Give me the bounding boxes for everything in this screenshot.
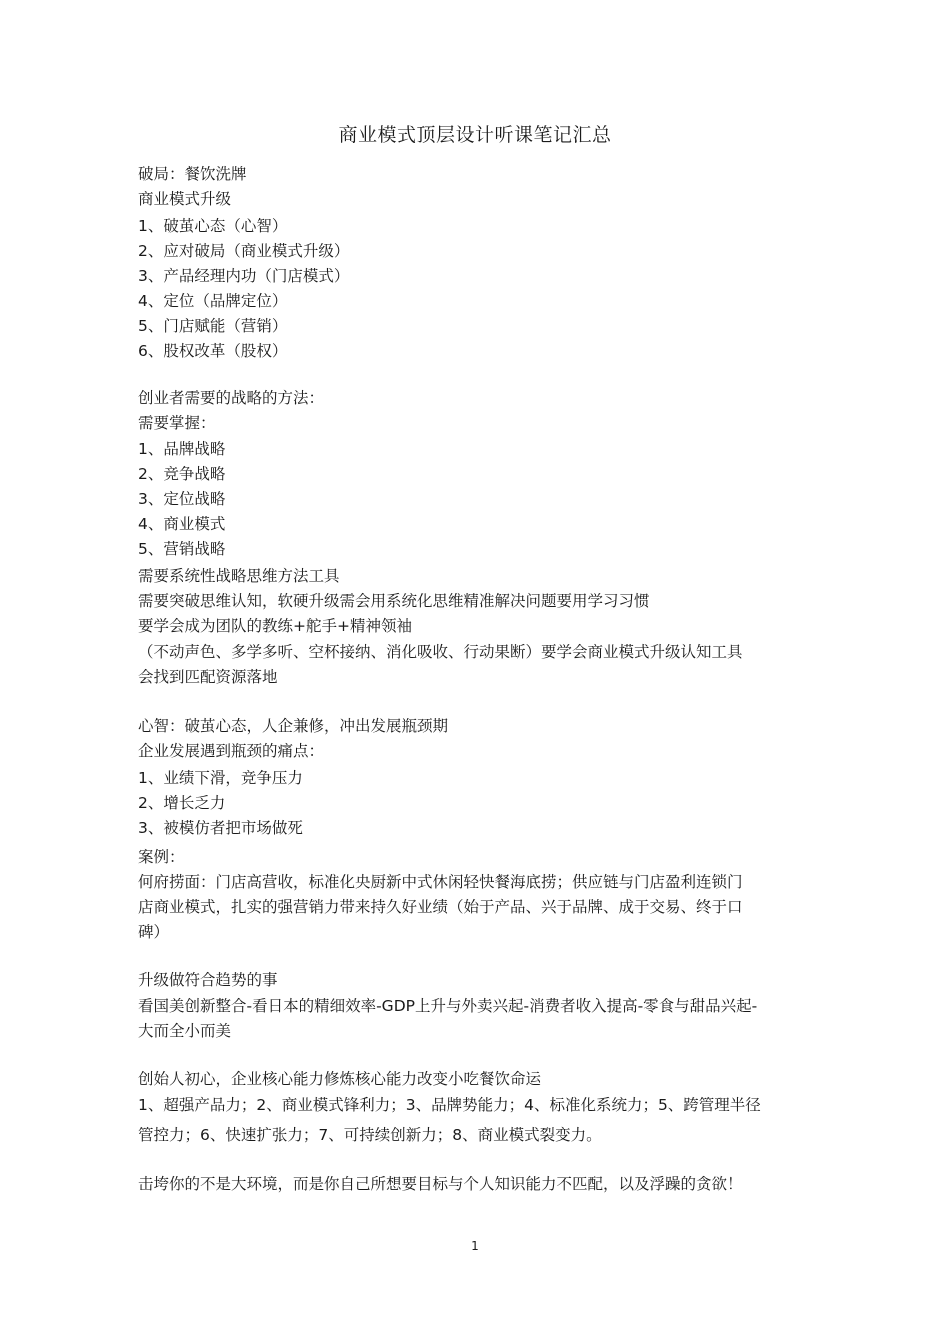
list-item: 5、营销战略 <box>138 540 226 558</box>
list-item: 1、破茧心态（心智） <box>138 217 288 235</box>
document-title: 商业模式顶层设计听课笔记汇总 <box>338 124 612 146</box>
text-line: 升级做符合趋势的事 <box>138 971 278 989</box>
list-item: 4、定位（品牌定位） <box>138 292 288 310</box>
list-item: 1、业绩下滑，竞争压力 <box>138 769 303 787</box>
text-line: 大而全小而美 <box>138 1022 232 1040</box>
text-line: 需要掌握： <box>138 414 216 432</box>
list-item: 2、增长乏力 <box>138 794 226 812</box>
text-line: 需要系统性战略思维方法工具 <box>138 567 340 585</box>
text-line: 管控力；6、快速扩张力；7、可持续创新力；8、商业模式裂变力。 <box>138 1126 602 1144</box>
text-line: 何府捞面：门店高营收，标准化央厨新中式休闲轻快餐海底捞；供应链与门店盈利连锁门 <box>138 873 743 891</box>
list-item: 2、竞争战略 <box>138 465 226 483</box>
text-line: 看国美创新整合-看日本的精细效率-GDP上升与外卖兴起-消费者收入提高-零食与甜品兴起- <box>138 997 758 1015</box>
list-item: 4、商业模式 <box>138 515 226 533</box>
text-line: 心智：破茧心态，人企兼修，冲出发展瓶颈期 <box>138 717 449 735</box>
text-line: 创始人初心，企业核心能力修炼核心能力改变小吃餐饮命运 <box>138 1070 542 1088</box>
text-line: （不动声色、多学多听、空杯接纳、消化吸收、行动果断）要学会商业模式升级认知工具 <box>138 643 743 661</box>
text-line: 案例： <box>138 848 185 866</box>
text-line: 会找到匹配资源落地 <box>138 668 278 686</box>
list-item: 3、产品经理内功（门店模式） <box>138 267 350 285</box>
text-line: 商业模式升级 <box>138 190 232 208</box>
text-line: 店商业模式，扎实的强营销力带来持久好业绩（始于产品、兴于品牌、成于交易、终于口 <box>138 898 743 916</box>
list-item: 1、品牌战略 <box>138 440 226 458</box>
text-line: 1、超强产品力；2、商业模式锋利力；3、品牌势能力；4、标准化系统力；5、跨管理半径 <box>138 1096 761 1114</box>
list-item: 6、股权改革（股权） <box>138 342 288 360</box>
page-number: 1 <box>471 1239 479 1253</box>
text-line: 碑） <box>138 923 170 941</box>
list-item: 2、应对破局（商业模式升级） <box>138 242 350 260</box>
text-line: 破局：餐饮洗牌 <box>138 165 247 183</box>
list-item: 3、定位战略 <box>138 490 226 508</box>
text-line: 企业发展遇到瓶颈的痛点： <box>138 742 325 760</box>
text-line: 要学会成为团队的教练+舵手+精神领袖 <box>138 617 412 635</box>
text-line: 击垮你的不是大环境，而是你自己所想要目标与个人知识能力不匹配，以及浮躁的贪欲！ <box>138 1175 743 1193</box>
list-item: 5、门店赋能（营销） <box>138 317 288 335</box>
text-line: 需要突破思维认知，软硬升级需会用系统化思维精准解决问题要用学习习惯 <box>138 592 650 610</box>
list-item: 3、被模仿者把市场做死 <box>138 819 303 837</box>
text-line: 创业者需要的战略的方法： <box>138 389 325 407</box>
